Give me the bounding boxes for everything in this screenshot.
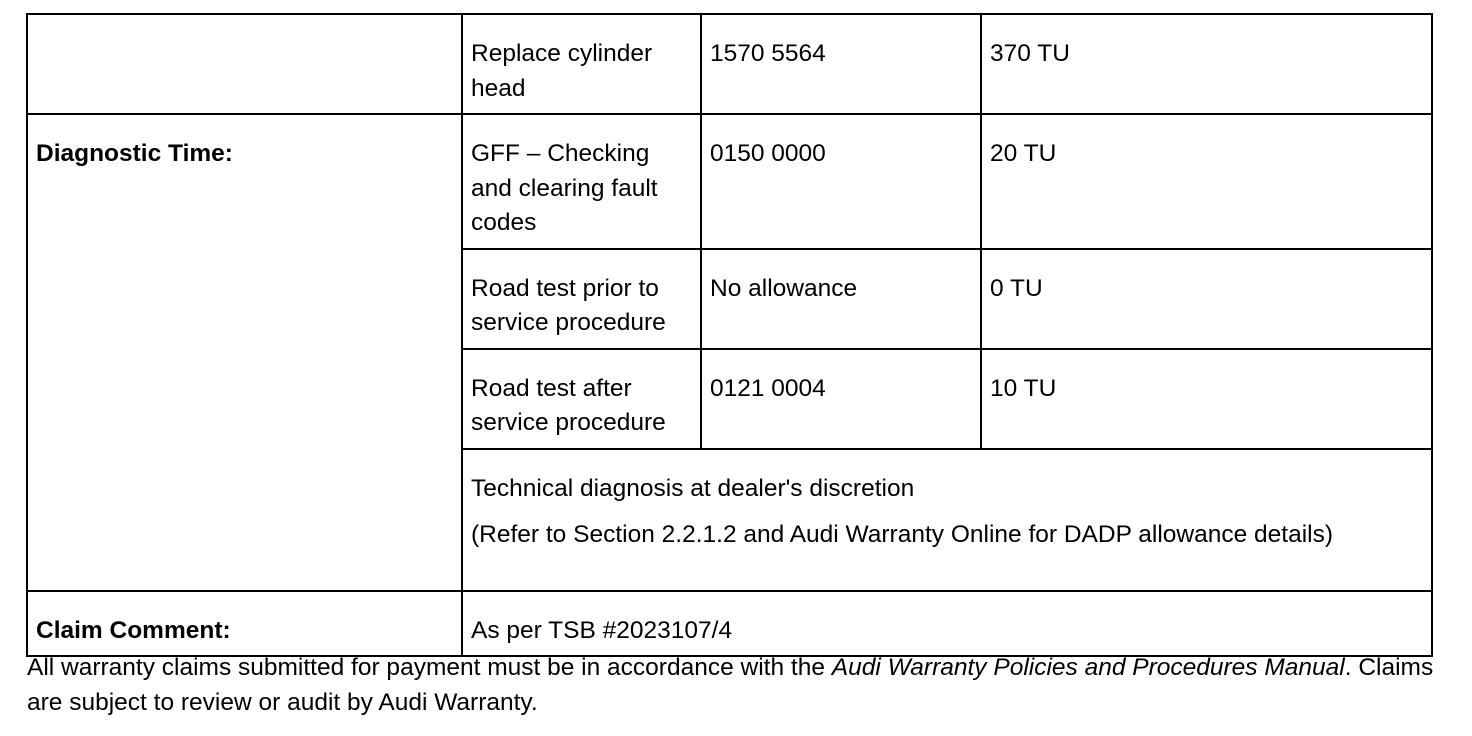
time-units: 10 TU bbox=[981, 349, 1432, 449]
row-label bbox=[27, 14, 462, 114]
operation-description: GFF – Checking and clearing fault codes bbox=[462, 114, 701, 249]
warranty-footer-note bbox=[27, 650, 1447, 720]
footer-text-end: . Claims are subject to review or audit by Audi Warranty. bbox=[27, 654, 1434, 716]
table-row bbox=[27, 14, 1432, 114]
diagnosis-reference-text: (Refer to Section 2.2.1.2 and Audi Warranty Online for DADP allowance details) bbox=[471, 521, 1334, 548]
diagnostic-time-label: Diagnostic Time: bbox=[27, 114, 462, 591]
table-row bbox=[27, 591, 1432, 657]
claim-comment-value: As per TSB #2023107/4 bbox=[462, 591, 1432, 657]
warranty-labor-table bbox=[26, 13, 1433, 657]
labor-operation-code: 1570 5564 bbox=[701, 14, 981, 114]
manual-title: Audi Warranty Policies and Procedures Manual bbox=[831, 654, 1345, 681]
operation-description: Road test prior to service procedure bbox=[462, 249, 701, 349]
claim-comment-label: Claim Comment: bbox=[27, 591, 462, 657]
labor-operation-code: 0150 0000 bbox=[701, 114, 981, 249]
operation-description: Road test after service procedure bbox=[462, 349, 701, 449]
diagnosis-note-text: Technical diagnosis at dealer's discretion bbox=[471, 474, 915, 502]
diagnosis-note-cell bbox=[462, 449, 1432, 591]
time-units: 370 TU bbox=[981, 14, 1432, 114]
table-row bbox=[27, 114, 1432, 249]
operation-description: Replace cylinder head bbox=[462, 14, 701, 114]
footer-text-start: All warranty claims submitted for payment must be in accordance with the bbox=[27, 654, 832, 681]
time-units: 0 TU bbox=[981, 249, 1432, 349]
time-units: 20 TU bbox=[981, 114, 1432, 249]
labor-operation-code: No allowance bbox=[701, 249, 981, 349]
labor-operation-code: 0121 0004 bbox=[701, 349, 981, 449]
